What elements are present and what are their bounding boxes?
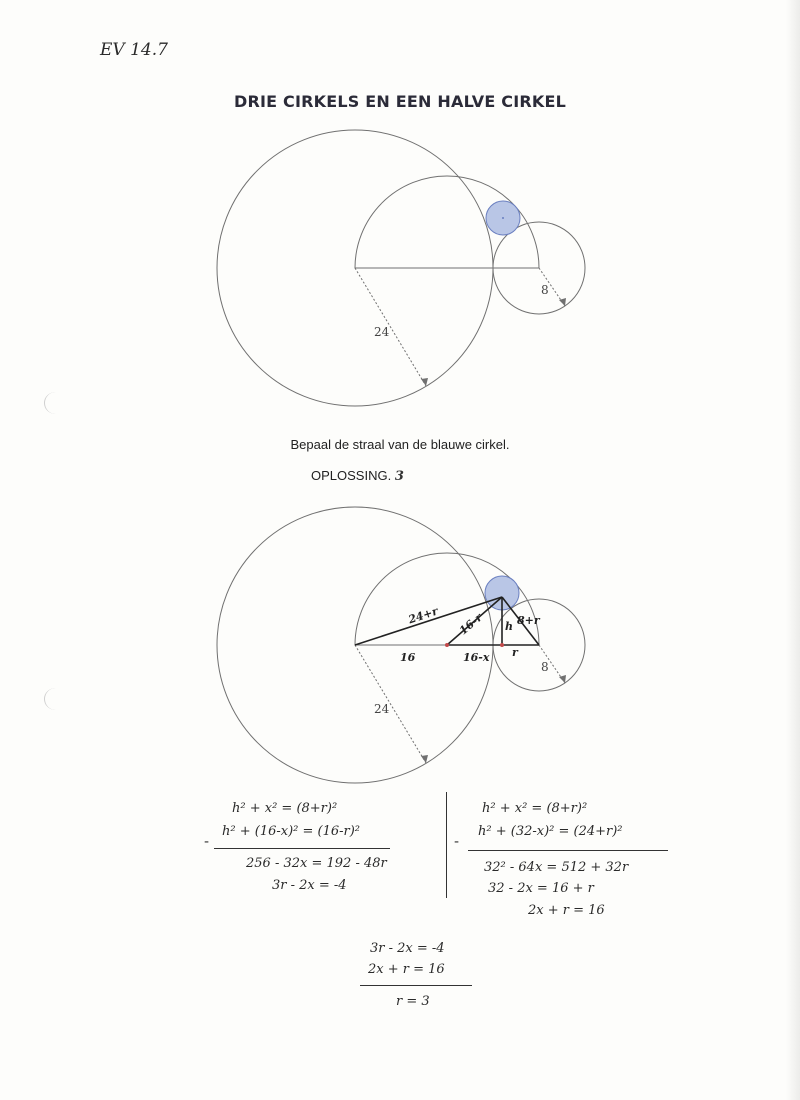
- work-final-rule: [360, 985, 472, 986]
- label-radius-8: 8: [541, 283, 549, 297]
- point-foot-h: [500, 643, 504, 647]
- work-right-line3: 32² - 64x = 512 + 32r: [484, 860, 629, 875]
- label-radius-8-2: 8: [541, 660, 549, 674]
- work-right-rule: [468, 850, 668, 851]
- work-left-line3: 256 - 32x = 192 - 48r: [246, 856, 387, 871]
- label-16x: 16-x: [463, 651, 490, 664]
- label-16r: 16-r: [456, 610, 485, 638]
- label-8r: 8+r: [517, 614, 540, 627]
- work-left-line2: h² + (16-x)² = (16-r)²: [222, 824, 361, 839]
- minus-sign-right: -: [454, 834, 460, 850]
- work-divider: [446, 792, 447, 898]
- page-title: DRIE CIRKELS EN EEN HALVE CIRKEL: [234, 92, 566, 111]
- work-right-line1: h² + x² = (8+r)²: [482, 801, 588, 816]
- work-right-line4: 32 - 2x = 16 + r: [488, 881, 594, 896]
- work-right-line2: h² + (32-x)² = (24+r)²: [478, 824, 623, 839]
- label-radius-24: 24: [374, 325, 390, 339]
- work-final-line2: 2x + r = 16: [368, 962, 445, 977]
- work-final-line1: 3r - 2x = -4: [370, 941, 445, 956]
- work-left-line4: 3r - 2x = -4: [272, 878, 347, 893]
- work-left-rule: [214, 848, 390, 849]
- solution-answer: 3: [394, 469, 404, 484]
- work-left-line1: h² + x² = (8+r)²: [232, 801, 338, 816]
- label-radius-24-2: 24: [374, 702, 390, 716]
- work-final-result: r = 3: [396, 994, 430, 1009]
- label-r: r: [512, 646, 518, 659]
- label-24r: 24+r: [406, 604, 440, 627]
- solution-label: OPLOSSING.: [311, 468, 392, 483]
- label-16: 16: [400, 651, 416, 664]
- question-text: Bepaal de straal van de blauwe cirkel.: [290, 437, 510, 452]
- point-semicircle-center: [445, 643, 449, 647]
- work-right-line5: 2x + r = 16: [528, 903, 605, 918]
- exercise-reference: EV 14.7: [100, 40, 168, 60]
- minus-sign-left: -: [204, 834, 210, 850]
- radius-line-24-2: [355, 645, 426, 763]
- label-h: h: [505, 620, 513, 633]
- arrowhead-24-2: [421, 755, 428, 763]
